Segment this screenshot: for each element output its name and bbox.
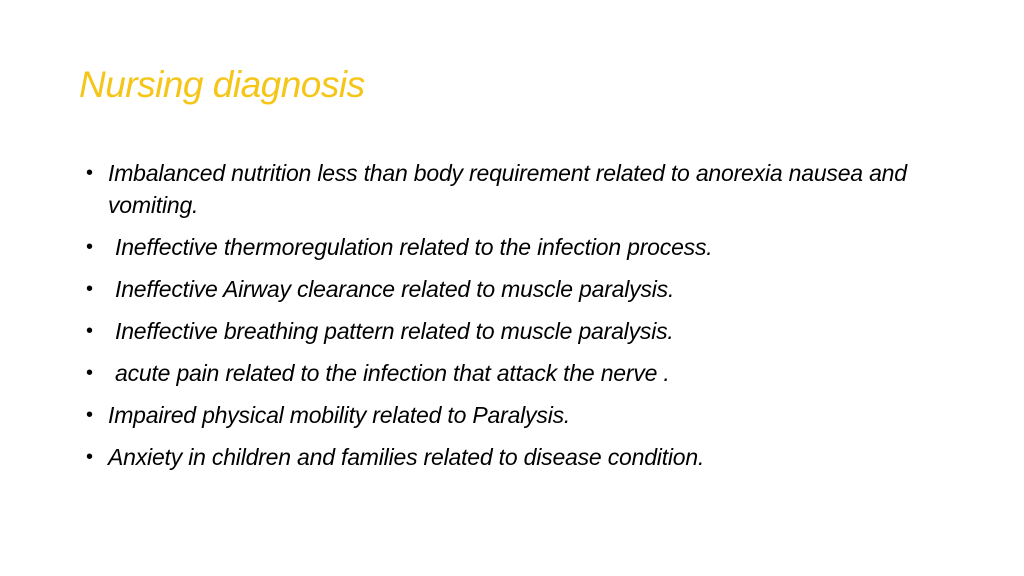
bullet-dot-icon: • <box>86 278 93 300</box>
list-item <box>86 231 946 263</box>
list-item <box>86 357 946 389</box>
list-item-text: Impaired physical mobility related to Paralysis. <box>108 402 571 428</box>
bullet-dot-icon: • <box>86 162 93 184</box>
slide-title: Nursing diagnosis <box>79 64 365 105</box>
list-item <box>86 315 946 347</box>
list-item <box>86 441 946 473</box>
bullet-dot-icon: • <box>86 320 93 342</box>
list-item-text: Ineffective thermoregulation related to the infection process. <box>115 234 713 260</box>
bullet-dot-icon: • <box>86 236 93 258</box>
bullet-list <box>86 157 946 483</box>
list-item-text: Ineffective Airway clearance related to muscle paralysis. <box>115 276 675 302</box>
list-item <box>86 399 946 431</box>
list-item-text: Anxiety in children and families related to disease condition. <box>108 444 705 470</box>
list-item-text: acute pain related to the infection that attack the nerve . <box>115 360 670 386</box>
bullet-dot-icon: • <box>86 446 93 468</box>
list-item <box>86 157 946 221</box>
bullet-dot-icon: • <box>86 362 93 384</box>
bullet-dot-icon: • <box>86 404 93 426</box>
list-item-text: Imbalanced nutrition less than body requirement related to anorexia nausea and vomiting. <box>108 160 907 218</box>
list-item-text: Ineffective breathing pattern related to muscle paralysis. <box>115 318 674 344</box>
list-item <box>86 273 946 305</box>
